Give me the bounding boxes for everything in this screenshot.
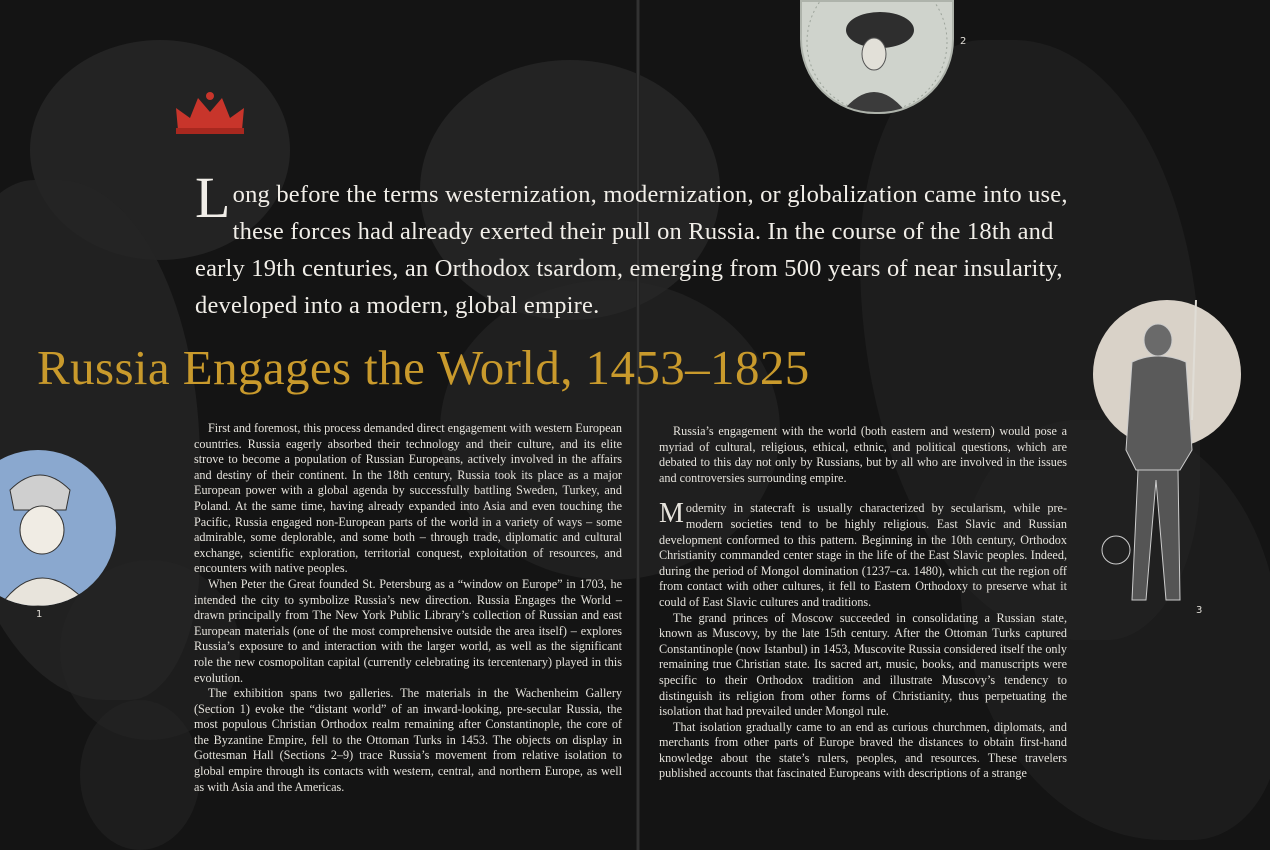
body-column-left: [194, 421, 622, 795]
body-paragraph: The exhibition spans two galleries. The materials in the Wachenheim Gallery (Section 1) evoke the “distant world” of an inward-looking, pre-secular Russia, the most populous Christian Orthodox realm remaining after Constantinople, the core of the Byzantine Empire, fell to the Ottoman Turks in 1453. The objects on display in Gottesman Hall (Sections 2–9) trace Russia’s movement from relative isolation to global empire through its contacts with western, central, and northern Europe, as well as with Asia and the Americas.: [194, 686, 622, 794]
intro-text: ong before the terms westernization, modernization, or globalization came into use, these forces had already exerted their pull on Russia. In the course of the 18th and early 19th centuries, an Orthodox tsardom, emerging from 500 years of near insularity, developed into a modern, global empire.: [195, 181, 1068, 319]
exhibition-title: Russia Engages the World, 1453–1825: [37, 340, 810, 395]
red-crown-icon: [172, 90, 248, 136]
body-paragraph: First and foremost, this process demanded direct engagement with western European countries. Russia eagerly absorbed their technology and their culture, and its elite strove to become a population of Russian Europeans, actively involved in the affairs and destiny of their continent. In the 18th century, Russia took its place as a major European power with a global agenda by successfully battling Sweden, Turkey, and Poland. At the same time, having already expanded into Asia and even touching the Pacific, Russia engaged non-European parts of the world in a variety of ways – some admirable, some deplorable, and some both – through trade, diplomatic and cultural exchange, scientific exploration, territorial conquest, exploitation of resources, and encounters with native peoples.: [194, 421, 622, 576]
intro-dropcap: L: [195, 165, 231, 230]
figure-number-3: 3: [1196, 605, 1203, 616]
tattooed-warrior-figure: [1096, 300, 1236, 620]
body-paragraph: When Peter the Great founded St. Petersburg as a “window on Europe” in 1703, he intended the city to symbolize Russia’s new direction. Russia Engages the World – drawn principally from The New York Public Library’s collection of Russian and east European materials (one of the most comprehensive outside the area itself) – explores Russia’s exposure to and interaction with the larger world, as well as the significant role the new cosmopolitan capital (currently celebrating its tercentenary) played in this evolution.: [194, 576, 622, 685]
figure-number-2: 2: [960, 36, 967, 47]
body-paragraph: Russia’s engagement with the world (both eastern and western) would pose a myriad of cultural, religious, ethical, ethnic, and political questions, which are debated to this day not only by Russians, but by all who are involved in the issues and controversies surrounding empire.: [659, 424, 1067, 485]
body-paragraph: The grand princes of Moscow succeeded in consolidating a Russian state, known as Muscovy, by the late 15th century. After the Ottoman Turks captured Constantinople (now Istanbul) in 1453, Muscovite Russia considered itself the only remaining true Christian state. Its sacred art, music, books, and manuscripts were specific to their Orthodox tradition and illustrate Muscovy’s tendency to distinguish its religion from other forms of Christianity, thus perpetuating the isolation that had prevailed under Mongol rule.: [659, 610, 1067, 719]
section-text: odernity in statecraft is usually characterized by secularism, while pre-modern societies tend to be highly religious. East Slavic and Russian development conformed to this pattern. Beginning in the 10th century, Orthodox Christianity commanded center stage in the life of the East Slavic peoples. Indeed, during the period of Mongol domination (1237–ca. 1480), which cut the region off from contact with other cultures, it fell to Eastern Orthodoxy to preserve what it could of East Slavic cultures and traditions.: [659, 501, 1067, 609]
figure-number-1: 1: [36, 609, 43, 620]
section-opening-paragraph: [659, 498, 1067, 610]
page-fold: [636, 0, 640, 850]
body-paragraph: That isolation gradually came to an end as curious churchmen, diplomats, and merchants from other parts of Europe braved the distances to obtain first-hand knowledge about the state’s rulers, peoples, and resources. These travelers published accounts that fascinated Europeans with descriptions of a strange: [659, 719, 1067, 781]
section-dropcap: M: [659, 498, 684, 530]
body-column-right: [659, 424, 1067, 782]
intro-paragraph: [195, 165, 1075, 324]
